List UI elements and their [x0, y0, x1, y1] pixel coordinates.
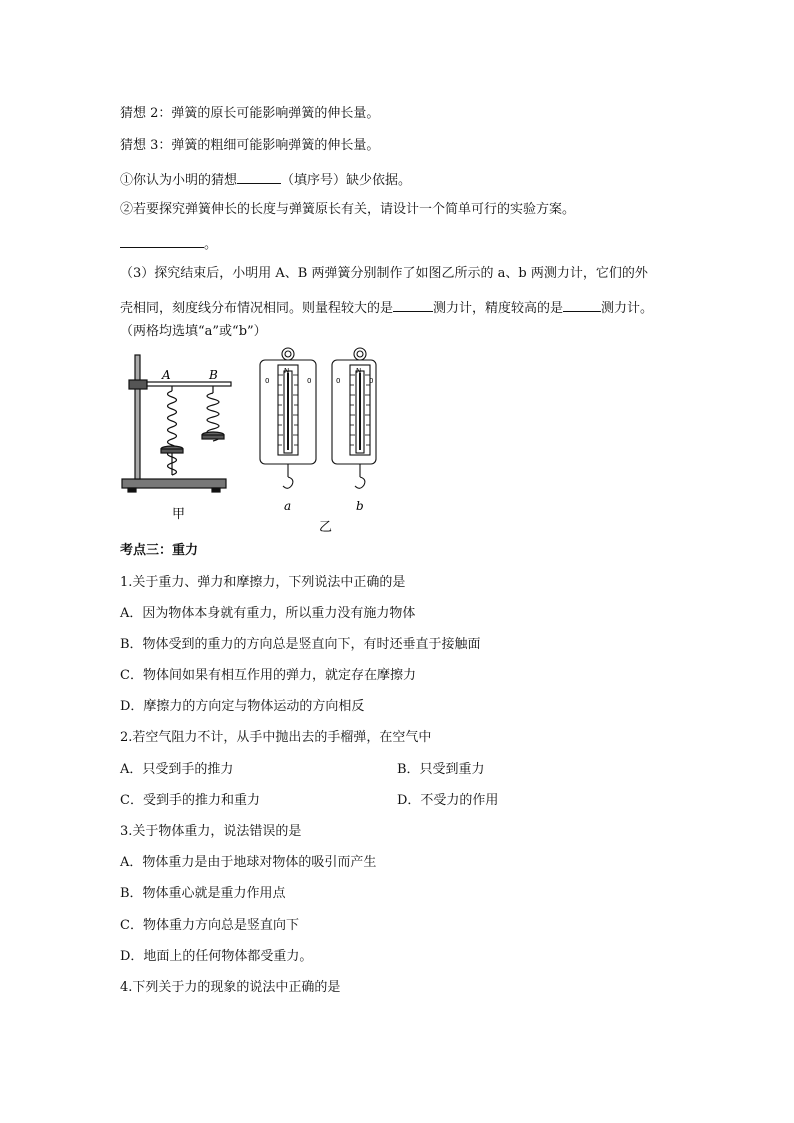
figure-jia-label: 甲	[172, 507, 186, 522]
question-1-pre: ①你认为小明的猜想	[120, 173, 238, 188]
question-text: 2.若空气阻力不计，从手中抛出去的手榴弹，在空气中	[120, 730, 432, 745]
spring-figure	[118, 345, 378, 535]
option-b: B．只受到重力	[397, 762, 485, 777]
option-c: C．物体间如果有相互作用的弹力，就定存在摩擦力	[120, 668, 416, 683]
answer-blank	[120, 233, 204, 248]
option-d: D．地面上的任何物体都受重力。	[120, 949, 313, 964]
guess-3: 猜想 3：弹簧的粗细可能影响弹簧的伸长量。	[120, 138, 380, 153]
part-3-text-b: 测力计，精度较高的是	[433, 301, 564, 316]
option-a: A．物体重力是由于地球对物体的吸引而产生	[120, 855, 377, 870]
scale-b-zero-right: 0	[369, 377, 374, 385]
scale-a-zero-right: 0	[307, 377, 312, 385]
spring-b-label: B	[209, 368, 218, 382]
scale-b-unit: N	[356, 367, 362, 375]
question-2: ②若要探究弹簧伸长的长度与弹簧原长有关，请设计一个简单可行的实验方案。	[120, 202, 576, 217]
option-b: B．物体重心就是重力作用点	[120, 886, 286, 901]
answer-line-end: 。	[204, 237, 218, 252]
part-3-line-1: （3）探究结束后，小明用 A、B 两弹簧分别制作了如图乙所示的 a、b 两测力计，它们的外	[120, 266, 648, 281]
option-b: B．物体受到的重力的方向总是竖直向下，有时还垂直于接触面	[120, 637, 481, 652]
answer-blank	[393, 297, 433, 312]
option-d: D．摩擦力的方向定与物体运动的方向相反	[120, 699, 365, 714]
guess-2: 猜想 2：弹簧的原长可能影响弹簧的伸长量。	[120, 106, 380, 121]
part-3-text-c: 测力计。	[601, 301, 654, 316]
scale-b-label: b	[356, 499, 364, 513]
question-text: 1.关于重力、弹力和摩擦力，下列说法中正确的是	[120, 575, 406, 590]
part-3-line-2	[120, 297, 653, 318]
option-d: D．不受力的作用	[397, 793, 499, 808]
question-1	[120, 169, 411, 190]
scale-a-unit: N	[284, 367, 290, 375]
answer-blank	[237, 169, 281, 184]
answer-line	[120, 233, 217, 254]
part-3-note: （两格均选填“a”或“b”）	[120, 324, 267, 339]
question-text: 4.下列关于力的现象的说法中正确的是	[120, 980, 341, 995]
scale-b-zero-left: 0	[336, 377, 341, 385]
scale-a-zero-left: 0	[265, 377, 270, 385]
answer-blank	[563, 297, 601, 312]
option-a: A．只受到手的推力	[120, 762, 234, 777]
figure-yi-label: 乙	[319, 520, 333, 535]
question-text: 3.关于物体重力，说法错误的是	[120, 824, 302, 839]
section-title: 考点三：重力	[120, 543, 199, 558]
spring-scale-b	[332, 348, 376, 488]
option-a: A．因为物体本身就有重力，所以重力没有施力物体	[120, 606, 416, 621]
spring-a-label: A	[162, 368, 171, 382]
option-c: C．物体重力方向总是竖直向下	[120, 918, 299, 933]
question-1-post: （填序号）缺少依据。	[281, 173, 412, 188]
option-c: C．受到手的推力和重力	[120, 793, 260, 808]
scale-a-label: a	[284, 499, 292, 513]
part-3-text-a: 壳相同，刻度线分布情况相同。则量程较大的是	[120, 301, 394, 316]
